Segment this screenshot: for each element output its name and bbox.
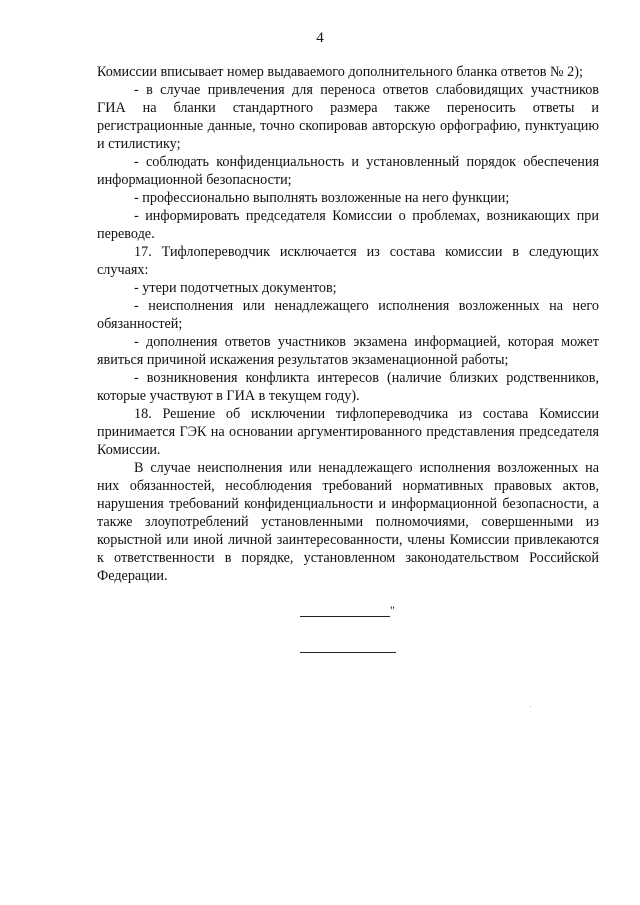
page-number: 4	[316, 30, 324, 46]
paragraph-3: - соблюдать конфиденциальность и установленный порядок обеспечения информационной безопасности;	[97, 154, 599, 188]
scan-speck	[530, 706, 531, 707]
closing-rule-bottom	[300, 652, 396, 653]
closing-rule-top	[300, 616, 390, 617]
paragraph-11: 18. Решение об исключении тифлопереводчика из состава Комиссии принимается ГЭК на основании аргументированного представления председателя Комиссии.	[97, 406, 599, 458]
paragraph-6: 17. Тифлопереводчик исключается из состава комиссии в следующих случаях:	[97, 244, 599, 278]
paragraph-10: - возникновения конфликта интересов (наличие близких родственников, которые участвуют в ГИА в текущем году).	[97, 370, 599, 404]
paragraph-5: - информировать председателя Комиссии о проблемах, возникающих при переводе.	[97, 208, 599, 242]
paragraph-1: Комиссии вписывает номер выдаваемого дополнительного бланка ответов № 2);	[97, 64, 583, 80]
paragraph-8: - неисполнения или ненадлежащего исполнения возложенных на него обязанностей;	[97, 298, 599, 332]
paragraph-7: - утери подотчетных документов;	[134, 280, 337, 296]
paragraph-4: - профессионально выполнять возложенные на него функции;	[134, 190, 510, 206]
document-body	[97, 63, 599, 585]
closing-quote-mark: "	[390, 603, 395, 617]
paragraph-12: В случае неисполнения или ненадлежащего исполнения возложенных на них обязанностей, несоблюдения требований нормативных правовых актов, нарушения требований конфиденциальности и информационной безопасности, а также злоупотреблений установленными полномочиями, совершенными из корыстной или иной личной заинтересованности, члены Комиссии привлекаются к ответственности в порядке, установленном законодательством Российской Федерации.	[97, 460, 599, 584]
paragraph-9: - дополнения ответов участников экзамена информацией, которая может явиться причиной искажения результатов экзаменационной работы;	[97, 334, 599, 368]
paragraph-2: - в случае привлечения для переноса ответов слабовидящих участников ГИА на бланки стандартного размера также переносить ответы и регистрационные данные, точно скопировав авторскую орфографию, пунктуацию и стилистику;	[97, 82, 599, 152]
